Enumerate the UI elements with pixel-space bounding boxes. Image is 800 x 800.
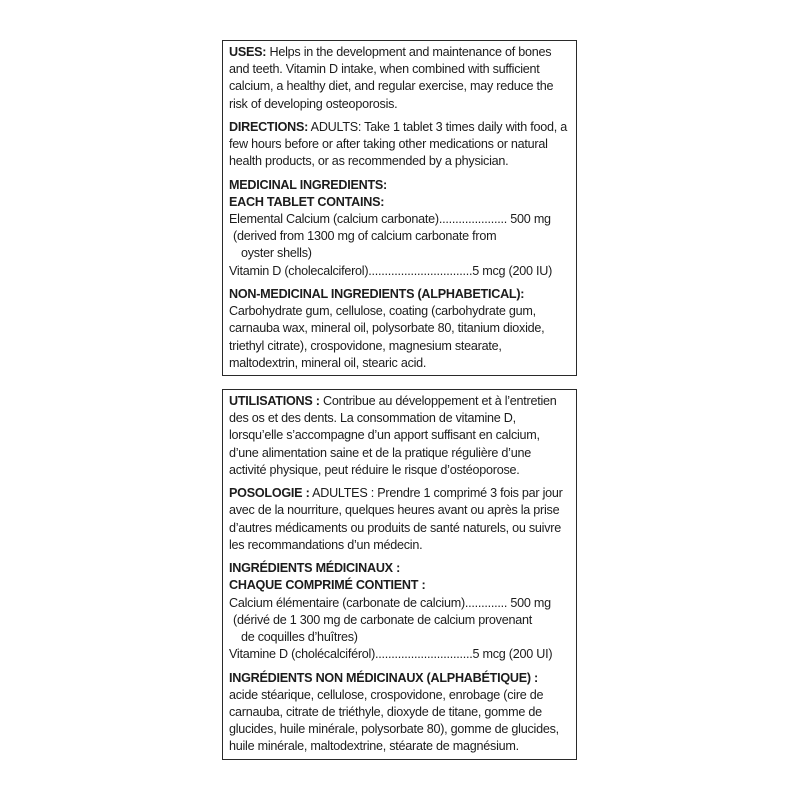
posologie-section — [229, 485, 570, 554]
ingredients-medicinaux-section — [229, 560, 570, 663]
vitamin-d-line: Vitamin D (cholecalciferol)................................5 mcg (200 IU) — [229, 263, 553, 278]
posologie-label: POSOLOGIE : — [229, 486, 310, 501]
calcium-source-note: (derived from 1300 mg of calcium carbonate from — [233, 229, 497, 244]
each-tablet-heading: EACH TABLET CONTAINS: — [229, 194, 385, 209]
posologie-text: ADULTES : Prendre 1 comprimé 3 fois par jour avec de la nourriture, quelques heures avant ou après la prise d’autres médicaments ou produits de santé naturels, ou suivre les recommandations d’un médecin. — [229, 486, 563, 552]
non-medicinaux-heading: INGRÉDIENTS NON MÉDICINAUX (ALPHABÉTIQUE) : — [229, 670, 538, 685]
calcium-elementaire-line: Calcium élémentaire (carbonate de calcium)............. 500 mg — [229, 595, 551, 610]
utilisations-text: Contribue au développement et à l’entretien des os et des dents. La consommation de vitamine D, lorsqu’elle s’accompagne d’un apport suffisant en calcium, d’une alimentation saine et de la pratique régulière d’une activité physique, peut réduire le risque d’ostéoporose. — [229, 394, 557, 477]
medicinal-ingredients-section — [229, 177, 570, 280]
uses-text: Helps in the development and maintenance of bones and teeth. Vitamin D intake, when combined with sufficient calcium, a healthy diet, and regular exercise, may reduce the risk of developing osteoporosis. — [229, 45, 554, 111]
non-medicinal-section — [229, 286, 570, 372]
calcium-source-note-fr-cont: de coquilles d’huîtres) — [241, 630, 358, 645]
calcium-source-note-fr: (dérivé de 1 300 mg de carbonate de calcium provenant — [233, 612, 532, 627]
french-label-panel — [222, 389, 577, 760]
directions-section — [229, 119, 570, 171]
calcium-line: Elemental Calcium (calcium carbonate)..................... 500 mg — [229, 211, 551, 226]
directions-text: ADULTS: Take 1 tablet 3 times daily with food, a few hours before or after taking other medications or natural health products, or as recommended by a physician. — [229, 119, 567, 169]
non-medicinaux-section — [229, 670, 570, 756]
non-medicinal-text: Carbohydrate gum, cellulose, coating (carbohydrate gum, carnauba wax, mineral oil, polysorbate 80, titanium dioxide, triethyl citrate), crospovidone, magnesium stearate, maltodextrin, mineral oil, stearic acid. — [229, 304, 545, 370]
non-medicinaux-text: acide stéarique, cellulose, crospovidone, enrobage (cire de carnauba, citrate de triéthyle, dioxyde de titane, gomme de glucides, huile minérale, polysorbate 80), gomme de glucides, huile minérale, maltodextrine, stéarate de magnésium. — [229, 687, 559, 754]
uses-label: USES: — [229, 45, 267, 59]
chaque-comprime-heading: CHAQUE COMPRIMÉ CONTIENT : — [229, 578, 426, 593]
utilisations-label: UTILISATIONS : — [229, 394, 320, 408]
medicinal-ingredients-heading: MEDICINAL INGREDIENTS: — [229, 177, 387, 192]
directions-label: DIRECTIONS: — [229, 119, 309, 134]
english-label-panel — [222, 40, 577, 376]
ingredients-medicinaux-heading: INGRÉDIENTS MÉDICINAUX : — [229, 561, 401, 576]
vitamine-d-line: Vitamine D (cholécalciférol)..............................5 mcg (200 UI) — [229, 647, 553, 662]
utilisations-section — [229, 393, 570, 479]
non-medicinal-heading: NON-MEDICINAL INGREDIENTS (ALPHABETICAL): — [229, 286, 525, 301]
uses-section — [229, 44, 570, 113]
calcium-source-note-cont: oyster shells) — [241, 246, 312, 261]
